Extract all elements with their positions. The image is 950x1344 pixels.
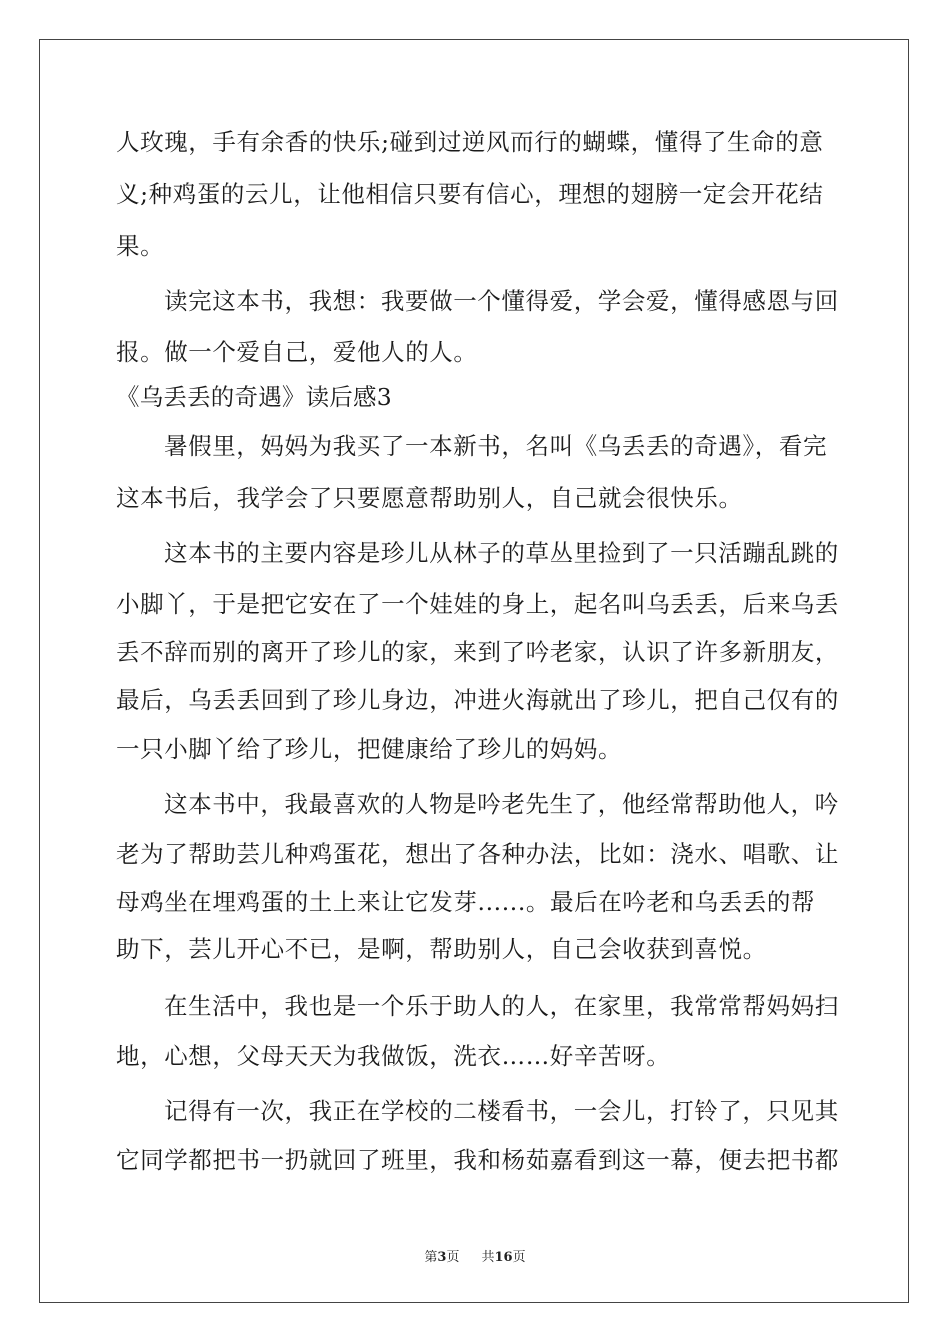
text-line: 老为了帮助芸儿种鸡蛋花，想出了各种办法，比如：浇水、唱歌、让 — [116, 840, 839, 868]
text-line: 丢不辞而别的离开了珍儿的家，来到了吟老家，认识了许多新朋友， — [116, 638, 839, 666]
page-suffix: 页 — [446, 1250, 460, 1265]
text-line: 母鸡坐在埋鸡蛋的土上来让它发芽......。最后在吟老和乌丢丢的帮 — [116, 888, 816, 916]
total-suffix: 页 — [512, 1250, 526, 1265]
text-line: 小脚丫，于是把它安在了一个娃娃的身上，起名叫乌丢丢，后来乌丢 — [116, 590, 839, 618]
text-line: 地，心想，父母天天为我做饭，洗衣……好辛苦呀。 — [116, 1042, 671, 1070]
text-line: 助下，芸儿开心不已，是啊，帮助别人，自己会收获到喜悦。 — [116, 935, 767, 963]
text-line: 读完这本书，我想：我要做一个懂得爱，学会爱，懂得感恩与回 — [164, 287, 839, 315]
page-number: 3 — [437, 1250, 447, 1265]
text-line: 果。 — [116, 232, 165, 260]
total-pages: 16 — [494, 1250, 513, 1265]
text-line: 这本书中，我最喜欢的人物是吟老先生了，他经常帮助他人，吟 — [164, 790, 839, 818]
text-line: 暑假里，妈妈为我买了一本新书，名叫《乌丢丢的奇遇》，看完 — [164, 432, 828, 460]
text-line: 记得有一次，我正在学校的二楼看书，一会儿，打铃了，只见其 — [164, 1097, 839, 1125]
total-prefix: 共 — [481, 1250, 495, 1265]
section-heading: 《乌丢丢的奇遇》读后感3 — [116, 383, 392, 411]
text-line: 人玫瑰，手有余香的快乐;碰到过逆风而行的蝴蝶，懂得了生命的意 — [116, 128, 824, 156]
text-line: 这本书的主要内容是珍儿从林子的草丛里捡到了一只活蹦乱跳的 — [164, 539, 839, 567]
page-footer — [0, 1250, 950, 1266]
text-line: 一只小脚丫给了珍儿，把健康给了珍儿的妈妈。 — [116, 735, 623, 763]
text-line: 在生活中，我也是一个乐于助人的人，在家里，我常常帮妈妈扫 — [164, 992, 839, 1020]
page-prefix: 第 — [424, 1250, 438, 1265]
text-line: 这本书后，我学会了只要愿意帮助别人，自己就会很快乐。 — [116, 484, 743, 512]
text-line: 报。做一个爱自己，爱他人的人。 — [116, 338, 478, 366]
total-pages-label — [481, 1250, 525, 1266]
text-line: 义;种鸡蛋的云儿，让他相信只要有信心，理想的翅膀一定会开花结 — [116, 180, 824, 208]
text-line: 最后，乌丢丢回到了珍儿身边，冲进火海就出了珍儿，把自己仅有的 — [116, 686, 839, 714]
page-number-label — [424, 1250, 459, 1266]
text-line: 它同学都把书一扔就回了班里，我和杨茹嘉看到这一幕，便去把书都 — [116, 1146, 839, 1174]
